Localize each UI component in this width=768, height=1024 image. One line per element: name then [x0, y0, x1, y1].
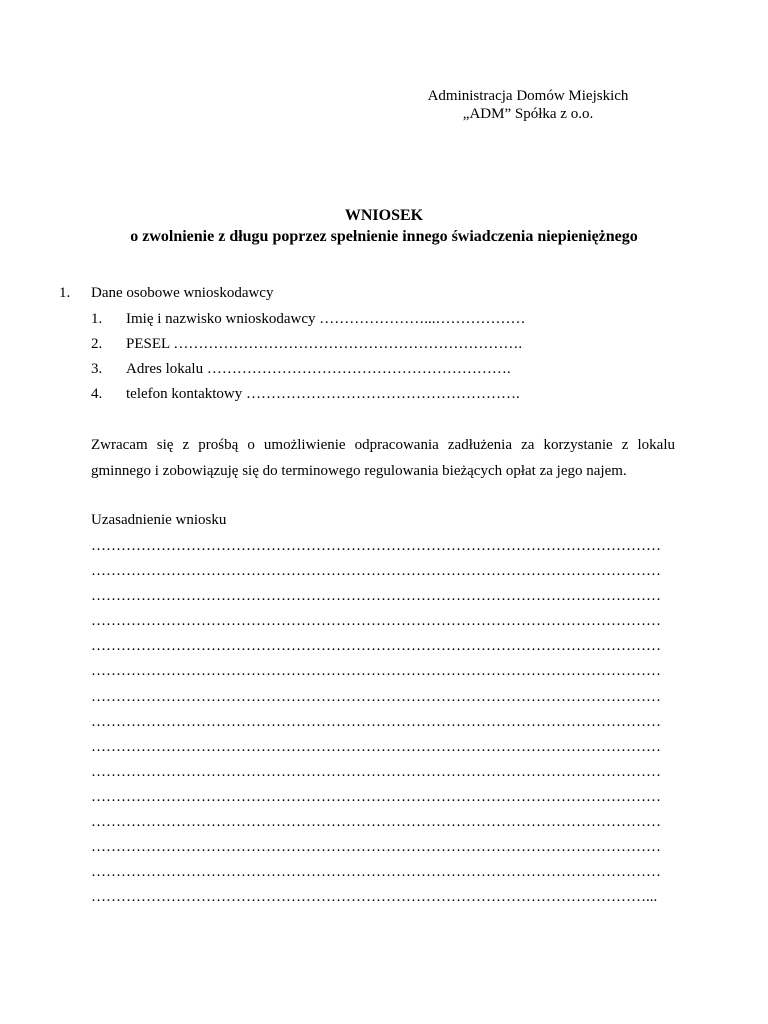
reason-dotted-line: …………………………………………………………………………………………………... — [91, 889, 658, 906]
section-heading: Dane osobowe wnioskodawcy — [91, 285, 274, 301]
reason-dotted-line: …………………………………………………………………………………………………… — [91, 538, 661, 554]
reason-dotted-line: …………………………………………………………………………………………………… — [91, 763, 661, 780]
reason-dotted-line: …………………………………………………………………………………………………… — [91, 613, 661, 630]
document-title: WNIOSEK — [344, 207, 424, 224]
reason-lines — [91, 537, 675, 913]
field-label: telefon kontaktowy ………………………………………………. — [126, 386, 520, 402]
reason-dotted-line: …………………………………………………………………………………………………… — [91, 788, 661, 805]
field-label: Adres lokalu ……………………………………………………. — [126, 361, 511, 377]
reason-dotted-line: …………………………………………………………………………………………………… — [91, 713, 661, 730]
field-label: Imię i nazwisko wnioskodawcy …………………...……………… — [126, 311, 526, 327]
reason-dotted-line: …………………………………………………………………………………………………… — [91, 814, 661, 831]
field-full-name — [91, 311, 526, 328]
reason-dotted-line: …………………………………………………………………………………………………… — [91, 663, 661, 680]
section-number: 1. — [59, 285, 71, 301]
field-phone — [91, 386, 520, 403]
field-pesel — [91, 336, 522, 353]
field-address — [91, 361, 511, 378]
reason-dotted-line: …………………………………………………………………………………………………… — [91, 588, 661, 605]
reason-heading: Uzasadnienie wniosku — [91, 512, 227, 528]
document-subtitle: o zwolnienie z długu poprzez spełnienie innego świadczenia niepieniężnego — [130, 228, 638, 245]
field-number: 4. — [91, 386, 103, 402]
recipient-line-1: Administracja Domów Miejskich — [427, 88, 629, 104]
field-number: 3. — [91, 361, 103, 377]
recipient-line-2: „ADM” Spółka z o.o. — [462, 106, 594, 122]
field-number: 2. — [91, 336, 103, 352]
reason-dotted-line: …………………………………………………………………………………………………… — [91, 738, 661, 755]
reason-dotted-line: …………………………………………………………………………………………………… — [91, 638, 661, 655]
reason-dotted-line: …………………………………………………………………………………………………… — [91, 688, 661, 705]
reason-dotted-line: …………………………………………………………………………………………………… — [91, 563, 661, 580]
recipient-address — [400, 87, 656, 123]
reason-dotted-line: …………………………………………………………………………………………………… — [91, 839, 661, 856]
request-paragraph: Zwracam się z prośbą o umożliwienie odpracowania zadłużenia za korzystanie z lokalu gminnego i zobowiązuję się do terminowego regulowania bieżących opłat za jego najem. — [91, 437, 675, 479]
field-label: PESEL ……………………………………………………………. — [126, 336, 523, 352]
reason-dotted-line: …………………………………………………………………………………………………… — [91, 864, 661, 881]
field-number: 1. — [91, 311, 103, 327]
